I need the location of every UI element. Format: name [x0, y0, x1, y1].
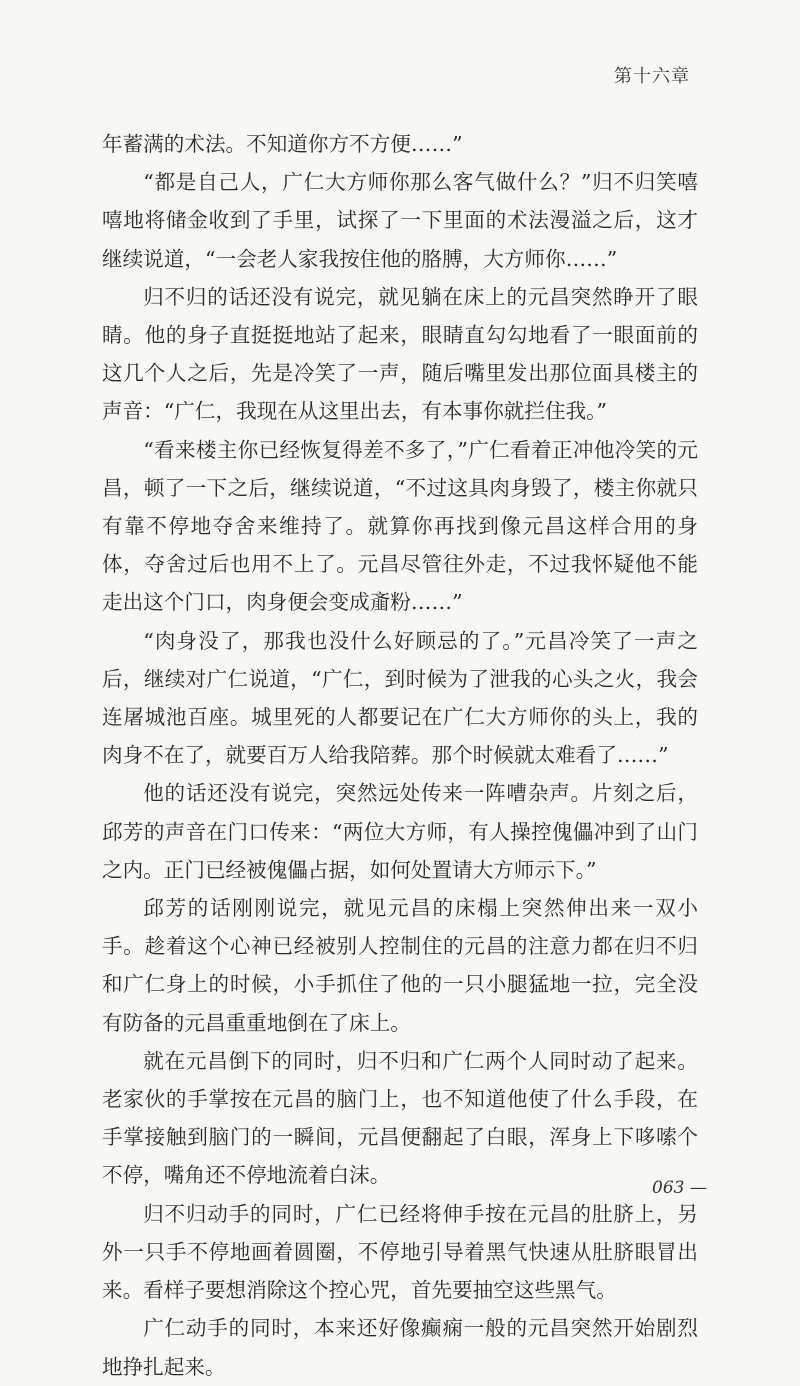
body-text	[102, 125, 698, 1386]
paragraph: “看来楼主你已经恢复得差不多了，”广仁看着正冲他冷笑的元昌，顿了一下之后，继续说道，“不过这具肉身毁了，楼主你就只有靠不停地夺舍来维持了。就算你再找到像元昌这样合用的身体，夺舍过后也用不上了。元昌尽管往外走，不过我怀疑他不能走出这个门口，肉身便会变成齑粉……”	[102, 437, 698, 615]
paragraph: 归不归的话还没有说完，就见躺在床上的元昌突然睁开了眼睛。他的身子直挺挺地站了起来，眼睛直勾勾地看了一眼面前的这几个人之后，先是冷笑了一声，随后嘴里发出那位面具楼主的声音：“广仁，我现在从这里出去，有本事你就拦住我。”	[102, 284, 698, 424]
page-number: 063 —	[652, 1178, 707, 1198]
paragraph: 广仁动手的同时，本来还好像癫痫一般的元昌突然开始剧烈地挣扎起来。	[102, 1316, 698, 1379]
paragraph: 邱芳的话刚刚说完，就见元昌的床榻上突然伸出来一双小手。趁着这个心神已经被别人控制住的元昌的注意力都在归不归和广仁身上的时候，小手抓住了他的一只小腿猛地一拉，完全没有防备的元昌重重地倒在了床上。	[102, 896, 698, 1035]
chapter-header: 第十六章	[614, 66, 690, 87]
paragraph: 就在元昌倒下的同时，归不归和广仁两个人同时动了起来。老家伙的手掌按在元昌的脑门上，也不知道他使了什么手段，在手掌接触到脑门的一瞬间，元昌便翻起了白眼，浑身上下哆嗦个不停，嘴角还不停地流着白沫。	[102, 1048, 698, 1188]
paragraph: 他的话还没有说完，突然远处传来一阵嘈杂声。片刻之后，邱芳的声音在门口传来：“两位大方师，有人操控傀儡冲到了山门之内。正门已经被傀儡占据，如何处置请大方师示下。”	[102, 781, 698, 882]
paragraph: 归不归动手的同时，广仁已经将伸手按在元昌的肚脐上，另外一只手不停地画着圆圈，不停地引导着黑气快速从肚脐眼冒出来。看样子要想消除这个控心咒，首先要抽空这些黑气。	[102, 1201, 698, 1303]
paragraph: 年蓄满的术法。不知道你方不方便……”	[102, 132, 463, 156]
paragraph: “都是自己人，广仁大方师你那么客气做什么？”归不归笑嘻嘻地将储金收到了手里，试探了一下里面的术法漫溢之后，这才继续说道，“一会老人家我按住他的胳膊，大方师你……”	[102, 170, 698, 271]
paragraph: “肉身没了，那我也没什么好顾忌的了。”元昌冷笑了一声之后，继续对广仁说道，“广仁，到时候为了泄我的心头之火，我会连屠城池百座。城里死的人都要记在广仁大方师你的头上，我的肉身不在了，就要百万人给我陪葬。那个时候就太难看了……”	[102, 628, 698, 768]
